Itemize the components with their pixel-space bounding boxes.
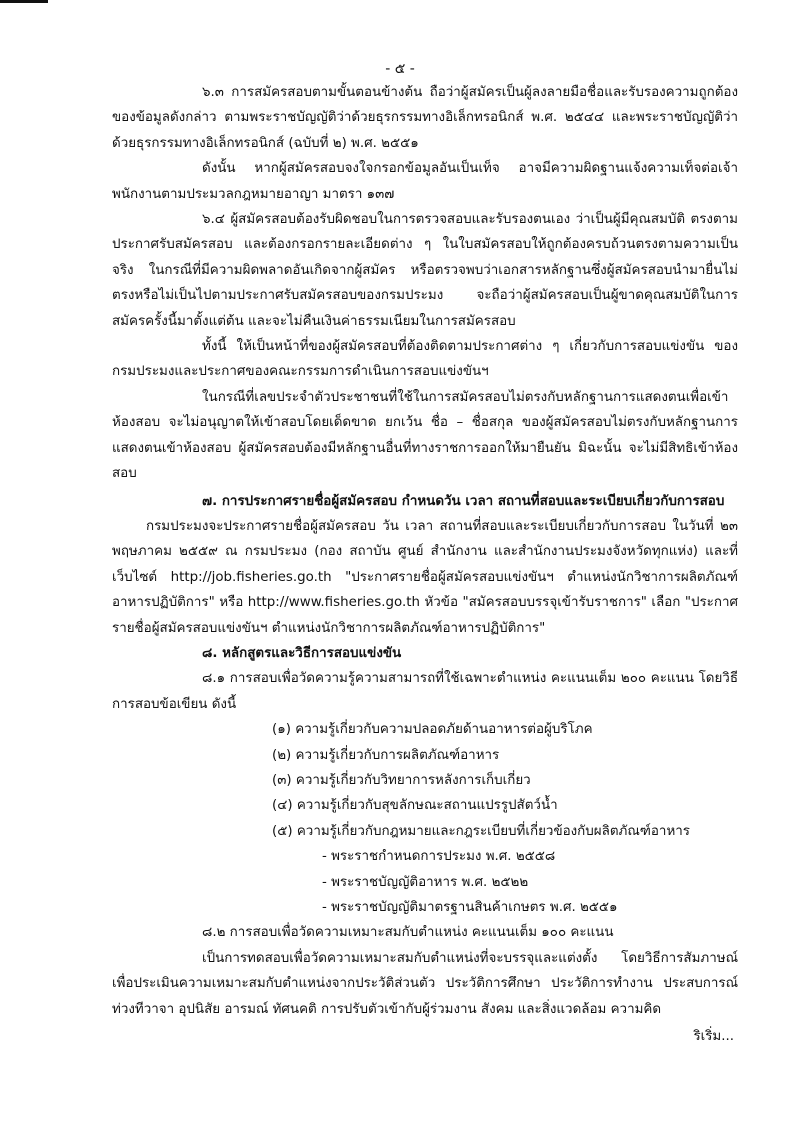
list-item: (๔) ความรู้เกี่ยวกับสุขลักษณะสถานแปรรูปสัตว์น้ำ xyxy=(272,798,558,814)
paragraph-8-2-interview: เป็นการทดสอบเพื่อวัดความเหมาะสมกับตำแหน่งที่จะบรรจุและแต่งตั้ง โดยวิธีการสัมภาษณ์เพื่อประเมินความเหมาะสมกับตำแหน่งจากประวัติส่วนตัว ประวัติการศึกษา ประวัติการทำงาน ประสบการณ์ ท่วงทีวาจา อุปนิสัย อารมณ์ ทัศนคติ การปรับตัวเข้ากับผู้ร่วมงาน สังคม และสิ่งแวดล้อม ความคิด xyxy=(112,950,738,1017)
paragraph-7: กรมประมงจะประกาศรายชื่อผู้สมัครสอบ วัน เวลา สถานที่สอบและระเบียบเกี่ยวกับการสอบ ในวันที่ ๒๓ พฤษภาคม ๒๕๕๙ ณ กรมประมง (กอง สถาบัน ศูนย์ สำนักงาน และสำนักงานประมงจังหวัดทุกแห่ง) และที่เว็บไซต์ http://job.fisheries.go.th "ประกาศรายชื่อผู้สมัครสอบแข่งขันฯ ตำแหน่งนักวิชาการผลิตภัณฑ์อาหารปฏิบัติการ" หรือ http://www.fisheries.go.th หัวข้อ "สมัครสอบบรรจุเข้ารับราชการ" เลือก "ประกาศรายชื่อผู้สมัครสอบแข่งขันฯ ตำแหน่งนักวิชาการผลิตภัณฑ์อาหารปฏิบัติการ" xyxy=(112,518,738,636)
continued-marker: ริเริ่ม... xyxy=(693,1029,734,1045)
page-number: - ๕ - xyxy=(385,61,415,77)
paragraph-6-4-follow-announcements: ทั้งนี้ ให้เป็นหน้าที่ของผู้สมัครสอบที่ต้องติดตามประกาศต่าง ๆ เกี่ยวกับการสอบแข่งขัน ของกรมประมงและประกาศของคณะกรรมการดำเนินการสอบแข่งขันฯ xyxy=(112,339,738,380)
list-item: - พระราชบัญญัติมาตรฐานสินค้าเกษตร พ.ศ. ๒๕๕๑ xyxy=(322,900,618,915)
list-item: (๑) ความรู้เกี่ยวกับความปลอดภัยด้านอาหารต่อผู้บริโภค xyxy=(272,722,593,738)
paragraph-8-2: ๘.๒ การสอบเพื่อวัดความเหมาะสมกับตำแหน่ง คะแนนเต็ม ๑๐๐ คะแนน xyxy=(202,925,614,941)
list-item: - พระราชกำหนดการประมง พ.ศ. ๒๕๕๘ xyxy=(322,849,556,865)
list-item: (๒) ความรู้เกี่ยวกับการผลิตภัณฑ์อาหาร xyxy=(272,747,500,763)
paragraph-6-3-false-info: ดังนั้น หากผู้สมัครสอบจงใจกรอกข้อมูลอันเป็นเท็จ อาจมีความผิดฐานแจ้งความเท็จต่อเจ้าพนักงานตามประมวลกฎหมายอาญา มาตรา ๑๓๗ xyxy=(112,161,738,202)
knowledge-list xyxy=(112,717,738,844)
paragraph-6-4: ๖.๔ ผู้สมัครสอบต้องรับผิดชอบในการตรวจสอบและรับรองตนเอง ว่าเป็นผู้มีคุณสมบัติ ตรงตามประกาศรับสมัครสอบ และต้องกรอกรายละเอียดต่าง ๆ ในใบสมัครสอบให้ถูกต้องครบถ้วนตรงตามความเป็นจริง ในกรณีที่มีความผิดพลาดอันเกิดจากผู้สมัคร หรือตรวจพบว่าเอกสารหลักฐานซึ่งผู้สมัครสอบนำมายื่นไม่ตรงหรือไม่เป็นไปตามประกาศรับสมัครสอบของกรมประมง จะถือว่าผู้สมัครสอบเป็นผู้ขาดคุณสมบัติในการสมัครครั้งนี้มาตั้งแต่ต้น และจะไม่คืนเงินค่าธรรมเนียมในการสมัครสอบ xyxy=(112,212,738,329)
list-item: - พระราชบัญญัติอาหาร พ.ศ. ๒๕๒๒ xyxy=(322,874,529,890)
top-edge-mark xyxy=(0,0,48,3)
section-8-heading: ๘. หลักสูตรและวิธีการสอบแข่งขัน xyxy=(202,645,402,661)
paragraph-6-3: ๖.๓ การสมัครสอบตามขั้นตอนข้างต้น ถือว่าผู้สมัครเป็นผู้ลงลายมือชื่อและรับรองความถูกต้องของข้อมูลดังกล่าว ตามพระราชบัญญัติว่าด้วยธุรกรรมทางอิเล็กทรอนิกส์ พ.ศ. ๒๕๔๔ และพระราชบัญญัติว่าด้วยธุรกรรมทางอิเล็กทรอนิกส์ (ฉบับที่ ๒) พ.ศ. ๒๕๕๑ xyxy=(112,85,738,151)
list-item: (๕) ความรู้เกี่ยวกับกฎหมายและกฎระเบียบที่เกี่ยวข้องกับผลิตภัณฑ์อาหาร xyxy=(272,823,690,839)
document-body xyxy=(112,80,738,1049)
list-item: (๓) ความรู้เกี่ยวกับวิทยาการหลังการเก็บเกี่ยว xyxy=(272,772,531,788)
section-7-heading: ๗. การประกาศรายชื่อผู้สมัครสอบ กำหนดวัน เวลา สถานที่สอบและระเบียบเกี่ยวกับการสอบ xyxy=(202,493,725,509)
paragraph-6-4-id-mismatch: ในกรณีที่เลขประจำตัวประชาชนที่ใช้ในการสมัครสอบไม่ตรงกับหลักฐานการแสดงตนเพื่อเข้าห้องสอบ จะไม่อนุญาตให้เข้าสอบโดยเด็ดขาด ยกเว้น ชื่อ – ชื่อสกุล ของผู้สมัครสอบไม่ตรงกับหลักฐานการแสดงตนเข้าห้องสอบ ผู้สมัครสอบต้องมีหลักฐานอื่นที่ทางราชการออกให้มายืนยัน มิฉะนั้น จะไม่มีสิทธิเข้าห้องสอบ xyxy=(112,389,738,482)
law-list xyxy=(112,844,738,920)
paragraph-8-1: ๘.๑ การสอบเพื่อวัดความรู้ความสามารถที่ใช้เฉพาะตำแหน่ง คะแนนเต็ม ๒๐๐ คะแนน โดยวิธีการสอบข้อเขียน ดังนี้ xyxy=(112,671,738,712)
